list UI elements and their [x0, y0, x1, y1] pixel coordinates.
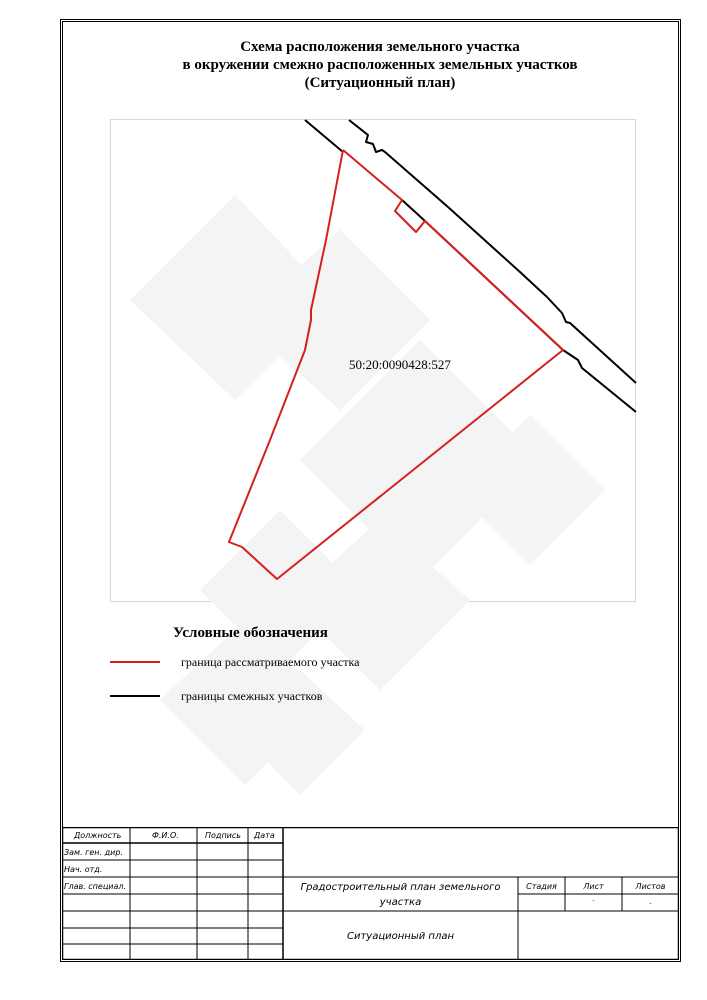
- sheets-value: -: [649, 900, 652, 907]
- role-deputy-director: Зам. ген. дир.: [64, 848, 123, 857]
- stage-label: Стадия: [526, 882, 557, 891]
- header-position: Должность: [74, 831, 122, 840]
- document-title-line-2: участка: [379, 897, 422, 908]
- title-block: [62, 827, 679, 960]
- header-name: Ф.И.О.: [152, 831, 179, 840]
- title-line-3: (Ситуационный план): [304, 75, 456, 91]
- adjacent-boundary-line: [305, 120, 343, 152]
- title-line-2: в окружении смежно расположенных земельных участков: [182, 57, 578, 73]
- sheets-label: Листов: [635, 882, 666, 891]
- legend-label: границы смежных участков: [181, 688, 323, 703]
- legend-item-adjacent: [110, 688, 322, 704]
- header-date: Дата: [254, 831, 275, 840]
- adjacent-boundary-line: [563, 350, 636, 412]
- role-chief-specialist: Глав. специал.: [64, 882, 127, 891]
- legend-black-line-swatch: [110, 695, 160, 697]
- sheet-label: Лист: [583, 882, 604, 891]
- sheet-value: -: [592, 897, 595, 904]
- parcel-cadastral-number: 50:20:0090428:527: [349, 357, 451, 372]
- legend-label: граница рассматриваемого участка: [181, 654, 360, 669]
- role-department-head: Нач. отд.: [64, 865, 103, 874]
- legend-red-line-swatch: [110, 661, 160, 663]
- header-signature: Подпись: [205, 831, 241, 840]
- sheet-title: Ситуационный план: [346, 931, 455, 942]
- legend-item-subject: [110, 654, 359, 670]
- legend-title: Условные обозначения: [173, 625, 328, 641]
- document-title-line-1: Градостроительный план земельного: [300, 882, 501, 893]
- title-line-1: Схема расположения земельного участка: [240, 39, 520, 55]
